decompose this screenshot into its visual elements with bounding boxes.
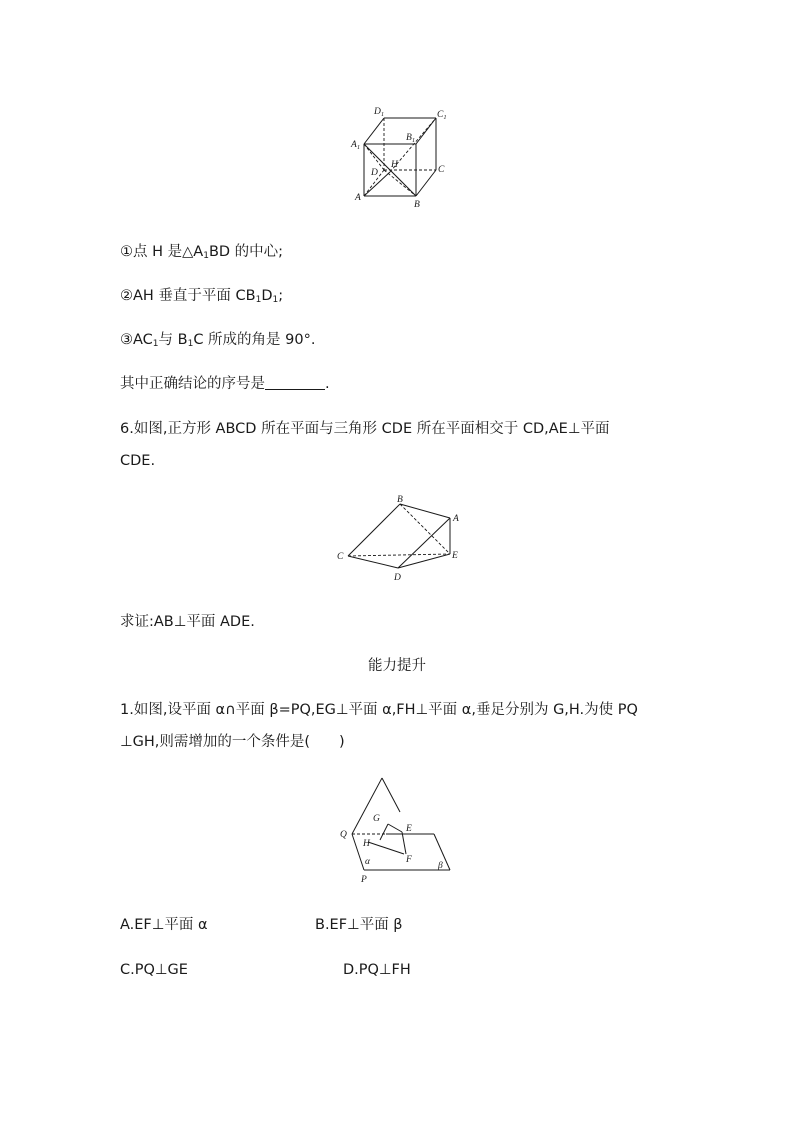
hidden-ce xyxy=(348,554,450,556)
label-d1: $D_1$ xyxy=(374,107,385,118)
hidden-a1d xyxy=(364,144,384,170)
label-b: B xyxy=(414,200,420,210)
label-alpha: α xyxy=(365,857,370,867)
label-f: F xyxy=(406,855,412,865)
statement-1: ①点 H 是$\triangle A_1BD$ 的中心; xyxy=(120,244,284,261)
option-c: C.PQ⊥GE xyxy=(120,962,188,978)
label-c: C xyxy=(337,552,344,562)
label-d: D xyxy=(371,168,378,178)
label-c: C xyxy=(438,165,445,175)
edge-bc xyxy=(348,504,400,556)
label-c1: $C_1$ xyxy=(437,110,447,121)
label-p: P xyxy=(361,875,367,885)
problem6-prove: 求证:AB⊥平面 ADE. xyxy=(120,614,255,630)
label-g: G xyxy=(373,814,380,824)
problem6-line1: 6.如图,正方形 ABCD 所在平面与三角形 CDE 所在平面相交于 CD,AE⊥平面 xyxy=(120,421,610,437)
statement-2: ②AH 垂直于平面 $CB_1D_1$; xyxy=(120,288,284,305)
question-line: 其中正确结论的序号是 . xyxy=(120,376,330,392)
option-b: B.EF⊥平面 β xyxy=(315,917,403,933)
edge-cd xyxy=(348,556,398,568)
label-a: A xyxy=(355,193,361,203)
line-gh xyxy=(380,824,388,840)
label-q: Q xyxy=(340,830,347,840)
label-h: H xyxy=(363,839,370,849)
hidden-db xyxy=(384,170,416,196)
line-hf xyxy=(368,842,404,854)
line-ef xyxy=(402,832,406,854)
edge-a1d1 xyxy=(364,118,384,144)
label-beta: β xyxy=(438,861,443,871)
label-h: H xyxy=(391,160,398,170)
label-b1: $B_1$ xyxy=(406,133,416,144)
section-title: 能力提升 xyxy=(368,658,426,674)
label-e: E xyxy=(406,824,412,834)
answer-blank xyxy=(265,375,325,390)
label-d: D xyxy=(394,573,401,583)
label-e: E xyxy=(452,551,458,561)
label-a: A xyxy=(453,514,459,524)
statement-3: $③AC_1$与 $B_1C$ 所成的角是 90°. xyxy=(120,332,316,349)
cube-figure xyxy=(340,100,460,212)
alpha-top-right xyxy=(382,778,400,812)
problem1-line2: ⊥GH,则需增加的一个条件是( ) xyxy=(120,734,345,750)
prism-figure xyxy=(334,494,464,584)
planes-figure xyxy=(336,774,456,886)
problem6-line2: CDE. xyxy=(120,453,156,469)
problem1-line1: 1.如图,设平面 α∩平面 β=PQ,EG⊥平面 α,FH⊥平面 α,垂足分别为 G,H.为使 PQ xyxy=(120,702,638,718)
alpha-top-left xyxy=(352,778,382,834)
edge-bc xyxy=(416,170,436,196)
label-a1: $A_1$ xyxy=(351,140,361,151)
label-b: B xyxy=(397,495,403,505)
option-d: D.PQ⊥FH xyxy=(343,962,411,978)
option-a: A.EF⊥平面 α xyxy=(120,917,208,933)
line-ge xyxy=(388,824,402,832)
